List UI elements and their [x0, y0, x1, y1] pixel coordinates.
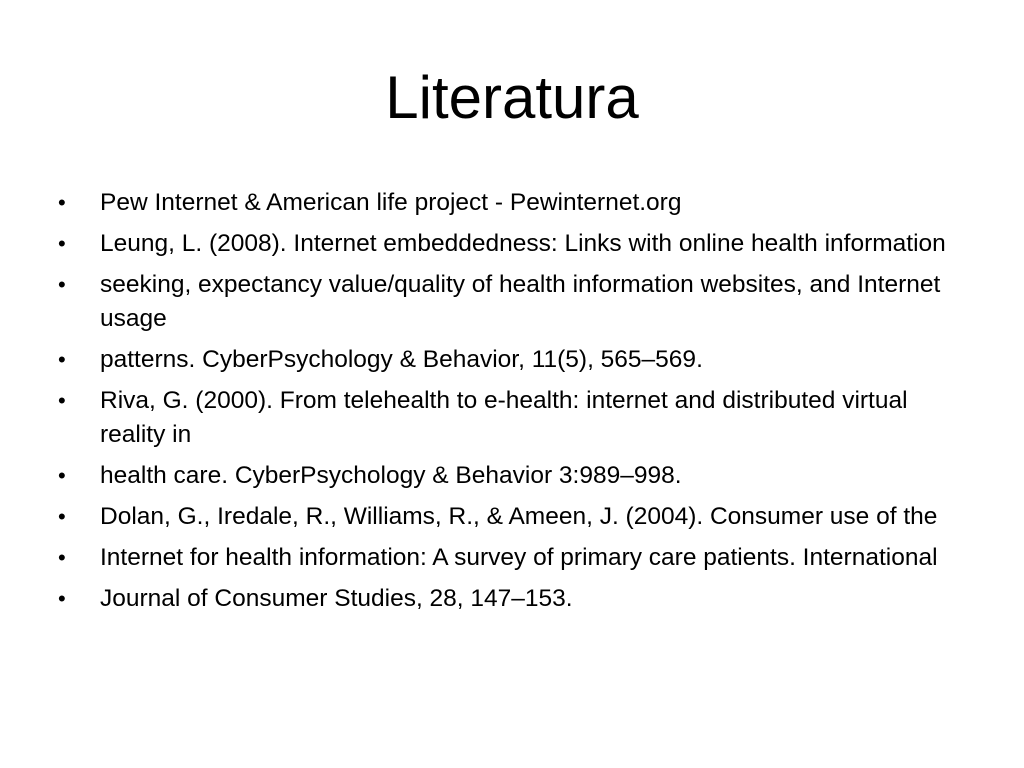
bullet-icon: •: [58, 545, 66, 570]
list-item-text: Journal of Consumer Studies, 28, 147–153.: [100, 585, 573, 612]
bullet-icon: •: [58, 388, 66, 413]
list-item: [56, 541, 966, 575]
list-item: [56, 459, 966, 493]
list-item-text: Leung, L. (2008). Internet embeddedness: Links with online health information: [100, 230, 946, 257]
list-item-text: Pew Internet & American life project - Pewinternet.org: [100, 189, 682, 216]
list-item: [56, 582, 966, 616]
list-item: [56, 500, 966, 534]
list-item: [56, 384, 966, 452]
bullet-icon: •: [58, 463, 66, 488]
bullet-icon: •: [58, 586, 66, 611]
slide-title: Literatura: [385, 64, 639, 131]
list-item-text: health care. CyberPsychology & Behavior 3:989–998.: [100, 462, 682, 489]
list-item-text: Riva, G. (2000). From telehealth to e-health: internet and distributed virtual reality in: [100, 387, 908, 448]
bullet-icon: •: [58, 504, 66, 529]
bullet-icon: •: [58, 347, 66, 372]
list-item-text: Internet for health information: A survey of primary care patients. International: [100, 544, 938, 571]
list-item: [56, 343, 966, 377]
list-item-text: seeking, expectancy value/quality of health information websites, and Internet usage: [100, 271, 941, 332]
list-item: [56, 186, 966, 220]
reference-list: [56, 186, 966, 623]
list-item-text: Dolan, G., Iredale, R., Williams, R., & Ameen, J. (2004). Consumer use of the: [100, 503, 938, 530]
bullet-icon: •: [58, 231, 66, 256]
list-item: [56, 268, 966, 336]
list-item: [56, 227, 966, 261]
bullet-icon: •: [58, 190, 66, 215]
bullet-icon: •: [58, 272, 66, 297]
list-item-text: patterns. CyberPsychology & Behavior, 11(5), 565–569.: [100, 346, 703, 373]
